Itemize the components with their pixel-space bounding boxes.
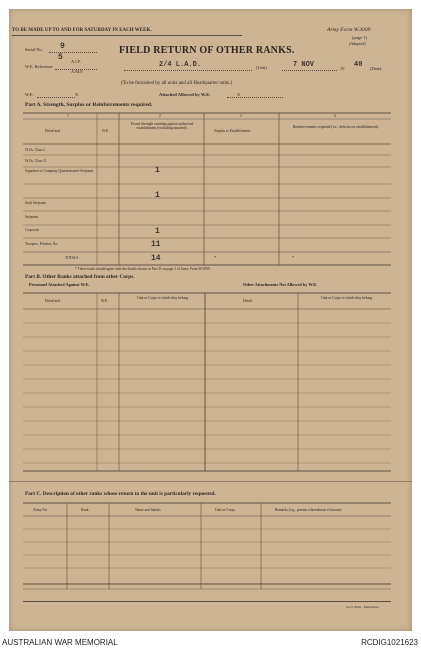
table-row-posted: 1 (155, 191, 160, 200)
furnished-note: (To be furnished by all units and all Headquarter units.) (121, 81, 233, 86)
form-number: Army Form W.3009 (327, 27, 371, 33)
col-num-4: 4 (334, 114, 336, 118)
totals-star-surplus: * (214, 255, 217, 260)
unit-value: 2/4 L.A.D. (159, 61, 202, 69)
col-num-3: 3 (240, 114, 242, 118)
part-b-col-we: W.E. (101, 299, 109, 303)
table-row-label: Squadron or Company Quartermaster-Serjeants (25, 169, 94, 173)
form-adapted: (Adapted) (349, 41, 366, 46)
table-row-label: Serjeants (25, 215, 39, 219)
part-c-title: Part C. Description of other ranks whose return to the unit is particularly requested. (25, 491, 216, 497)
serial-label: Serial No. (25, 47, 43, 52)
table-row-label: Staff Serjeants (25, 201, 46, 205)
attached-allowed-label: Attached Allowed by W.E. (159, 92, 211, 97)
we-line-x2: X (237, 92, 241, 97)
we-line-label: W.E. (25, 92, 34, 97)
part-b-col-detail2: Detail. (243, 299, 253, 303)
form-title: FIELD RETURN OF OTHER RANKS. (119, 45, 295, 56)
totals-star-reinf: * (292, 255, 295, 260)
part-a-footnote: * These totals should agree with the details shown in Part D on page 2 of Army Form W.3009. (75, 267, 211, 271)
part-b-col-detail: Detail and (45, 299, 60, 303)
unit-label: (Unit) (256, 65, 267, 70)
col-reinf-header: Reinforcements required (i.e., deficits on establishment). (292, 125, 380, 129)
form-paper (9, 9, 412, 631)
part-c-col-rank: Rank. (81, 508, 90, 512)
table-row-posted: 1 (155, 227, 160, 236)
archive-name: AUSTRALIAN WAR MEMORIAL (2, 638, 118, 647)
part-b-title: Part B. Other Ranks attached from other Corps. (25, 274, 135, 280)
part-c-col-remarks: Remarks (e.g., present whereabouts if known). (275, 508, 343, 512)
part-a-title: Part A. Strength, Surplus or Reinforcements required. (25, 102, 153, 108)
col-detail-header: Detail and (45, 129, 60, 133)
part-c-col-armyno: Army No. (33, 508, 48, 512)
date-century: 19 (340, 66, 345, 71)
table-row-label: Troopers, Privates, &c. (25, 242, 59, 246)
part-c-col-unit: Unit or Corps. (215, 508, 236, 512)
date-year-value: 40 (354, 61, 363, 69)
form-page: (page 1) (352, 35, 367, 40)
part-b-left-heading: Personnel Attached Against W.E. (29, 282, 90, 287)
part-c-col-name: Name and Initials. (135, 508, 162, 512)
we-line-x1: X (75, 92, 79, 97)
we-reference-value: 5 (58, 53, 63, 62)
serial-value: 9 (60, 42, 65, 51)
date-day-value: 7 NOV (293, 61, 315, 69)
archive-id: RCDIG1021623 (361, 638, 418, 647)
printer-imprint: Govt. Print., Melbourne. (346, 605, 380, 609)
instruction-line: TO BE MADE UP TO AND FOR SATURDAY IN EACH WEEK. (12, 28, 152, 33)
table-row-posted: 1 (155, 166, 160, 175)
table-row-label: W.Os. Class II. (25, 159, 47, 163)
totals-posted: 14 (151, 254, 161, 263)
table-row-posted: 11 (151, 240, 161, 249)
amf-label: A.M.F. (71, 69, 84, 74)
part-c-table (9, 9, 412, 631)
part-b-col-unit2: Unit or Corps to which they belong. (321, 296, 373, 300)
part-b-col-unit: Unit or Corps to which they belong. (137, 296, 189, 300)
table-row-label: Corporals (25, 228, 40, 232)
archive-footer (0, 633, 421, 653)
col-we-header: W.E. (102, 129, 110, 133)
we-reference-label: W.E. Reference (25, 64, 53, 69)
col-num-1: 1 (67, 114, 69, 118)
part-b-right-heading: Other Attachments Not Allowed by W.E. (243, 282, 318, 287)
date-label: (Date). (370, 66, 383, 71)
col-posted-header: Posted Strength omitting against authorised establishment (excluding attached). (130, 122, 194, 131)
col-num-2: 2 (159, 114, 161, 118)
col-surplus-header: Surplus to Establishment. (214, 129, 251, 133)
bottom-rule (23, 601, 391, 602)
totals-label: TOTALS (65, 256, 79, 260)
aif-label: A.I.F. (71, 59, 82, 64)
table-row-label: W.Os. Class I. (25, 148, 46, 152)
